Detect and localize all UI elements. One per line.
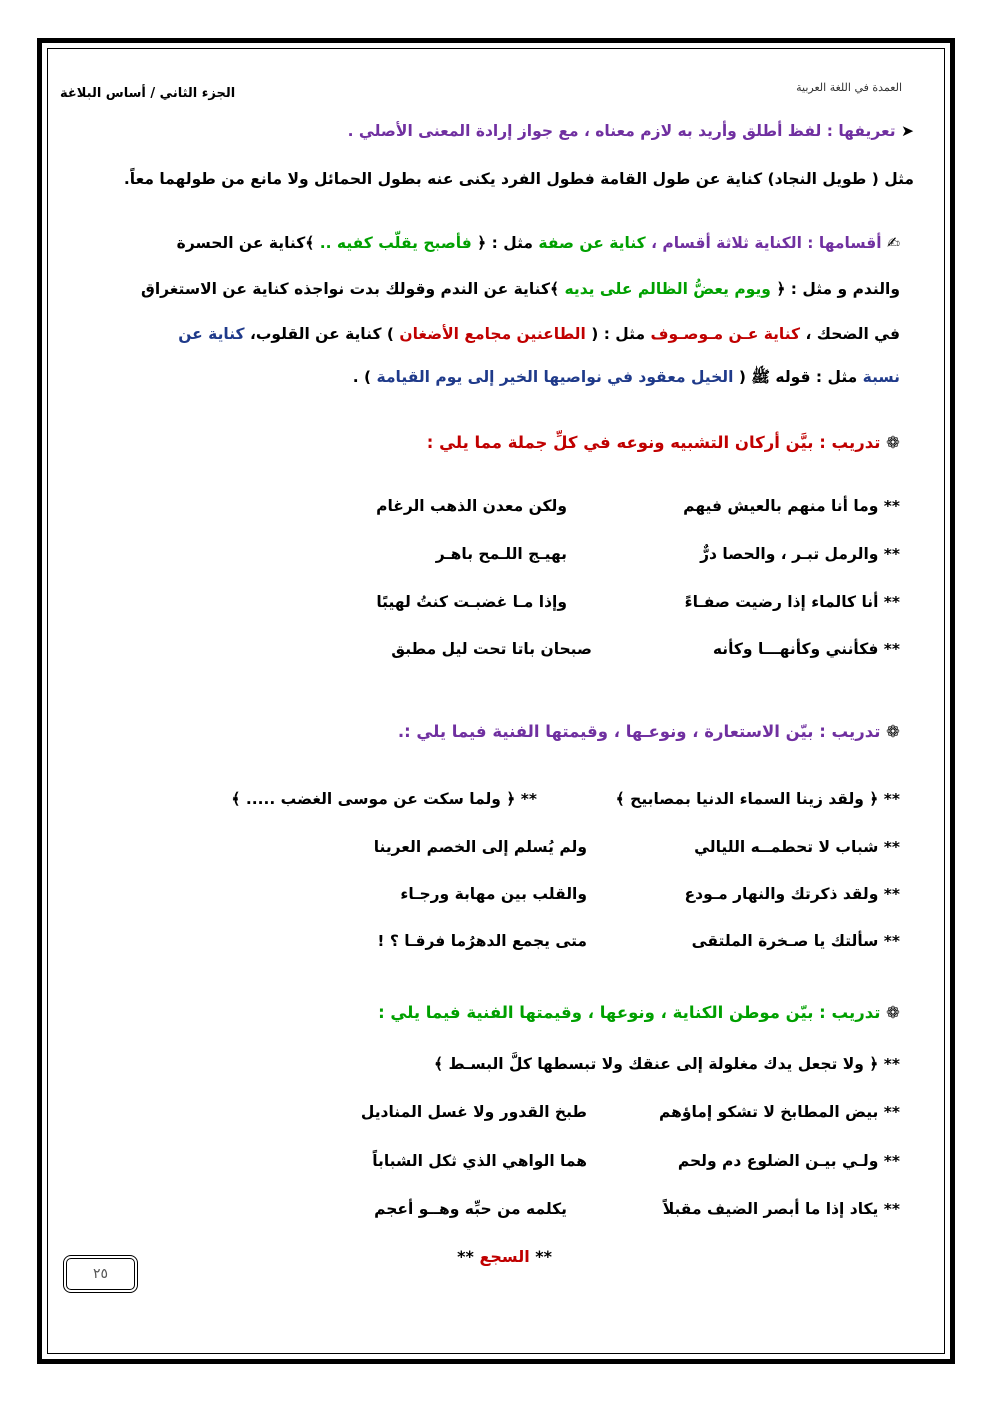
verse-first-half: ** أنا كالماء إذا رضيت صفـاءً [684,593,900,611]
text-fragment: في الضحك ، [800,325,900,343]
types-line-1 [177,234,900,253]
quran-quote: ويوم يعضُّ الظالم على يديه [564,280,771,298]
example-quote: الطاعنين مجامع الأضغان [399,325,586,343]
verse-second-half: ولم يُسلم إلى الخصم العرينا [373,838,587,856]
types-line-3 [178,325,900,344]
flower-icon: ❁ [886,722,900,741]
exercise-3-title [378,1003,900,1023]
quran-verse: ** ﴿ ولما سكت عن موسى الغضب ..... ﴾ [231,790,537,808]
text-fragment: مثل : ( [585,325,646,343]
text-fragment: ) . [352,368,372,386]
verse-second-half: هما الواهي الذي ثكل الشباباً [372,1152,587,1170]
section-title: السجع [479,1247,530,1266]
quran-verse: ** ﴿ ولا تجعل يدك مغلولة إلى عنقك ولا تبسطها كلَّ البسـط ﴾ [433,1055,900,1073]
flower-icon: ❁ [886,1003,900,1022]
quran-verse: ** ﴿ ولقد زينا السماء الدنيا بمصابيح ﴾ [615,790,900,808]
exercise-title-text: تدريب : بيّن موطن الكناية ، ونوعها ، وقيمتها الفنية فيما يلي : [378,1003,881,1022]
types-line-4 [353,368,900,387]
text-fragment: والندم و مثل : ﴿ [770,280,900,298]
types-heading: أقسامها : الكناية ثلاثة أقسام ، [651,234,882,252]
stars: ** [457,1247,474,1266]
type-described: كناية عـن مـوصـوف [650,325,801,343]
page-number: ٢٥ [63,1255,138,1293]
type-relation: نسبة [862,368,900,386]
verse-first-half: ** بيض المطابخ لا تشكو إماؤهم [658,1103,900,1121]
example-intro: مثل ( طويل النجاد) كناية عن طول القامة فطول الفرد يكنى عنه بطول الحمائل ولا مانع من طولهما معاً. [123,170,914,188]
types-line-2 [141,280,900,299]
page-header [60,70,932,110]
verse-second-half: والقلب بين مهابة ورجـاء [400,885,587,903]
text-fragment: مثل : قوله ﷺ ( [738,368,858,386]
verse-second-half: متى يجمع الدهرُما فرقـا ؟ ! [377,932,587,950]
flower-icon: ❁ [886,433,900,452]
exercise-title-text: تدريب : بيَّن أركان التشبيه ونوعه في كلِّ جملة مما يلي : [426,433,881,452]
next-section-heading [457,1247,552,1266]
verse-first-half: ** فكأنني وكأنهـــا وكأنه [712,640,900,658]
exercise-2-title [398,722,900,742]
verse-first-half: ** شباب لا تحطمــه الليالي [694,838,900,856]
text-fragment: ﴾كناية عن الندم وقولك بدت نواجذه كناية عن الاستغراق [140,280,560,298]
writing-hand-icon: ✍ [887,234,900,252]
verse-first-half: ** يكاد إذا ما أبصر الضيف مقبلاً [662,1200,900,1218]
exercise-1-title [427,433,900,453]
verse-first-half: ** سألتك يا صـخرة الملتقى [691,932,900,950]
quran-quote: فأصبح يقلّب كفيه .. [319,234,472,252]
type-attribute: كناية عن صفة [538,234,646,252]
text-fragment: مثل : ﴿ [471,234,534,252]
stars: ** [535,1247,552,1266]
verse-second-half: وإذا مـا غضبـت كنتُ لهيبًا [376,593,567,611]
header-logo: العمدة في اللغة العربية [796,81,902,94]
verse-second-half: يكلمه من حبِّه وهــو أعجم [374,1200,567,1218]
verse-second-half: طبخ القدور ولا غسل المناديل [360,1103,587,1121]
verse-second-half: بهيـج اللـمح باهـر [435,545,567,563]
text-fragment: ﴾كناية عن الحسرة [176,234,315,252]
definition-line [348,122,914,141]
verse-first-half: ** والرمل تبـر ، والحصا درٌّ [700,545,900,563]
hadith-quote: الخيل معقود في نواصيها الخير إلى يوم القيامة [376,368,734,386]
arrow-icon: ➤ [901,122,914,140]
exercise-title-text: تدريب : بيّن الاستعارة ، ونوعـها ، وقيمتها الفنية فيما يلي :. [397,722,881,741]
type-relation: كناية عن [178,325,245,343]
verse-second-half: صبحان باتا تحت ليل مطبق [391,640,592,658]
header-book-title: الجزء الثاني / أساس البلاغة [60,86,236,101]
verse-first-half: ** ولـي بيـن الضلوع دم ولحم [677,1152,900,1170]
verse-second-half: ولكن معدن الذهب الرغام [376,497,567,515]
definition-text: تعريفها : لفظ أطلق وأريد به لازم معناه ، مع جواز إرادة المعنى الأصلي . [347,122,896,140]
verse-first-half: ** وما أنا منهم بالعيش فيهم [683,497,900,515]
verse-first-half: ** ولقد ذكرتك والنهار مـودع [684,885,900,903]
text-fragment: ) كناية عن القلوب، [244,325,394,343]
